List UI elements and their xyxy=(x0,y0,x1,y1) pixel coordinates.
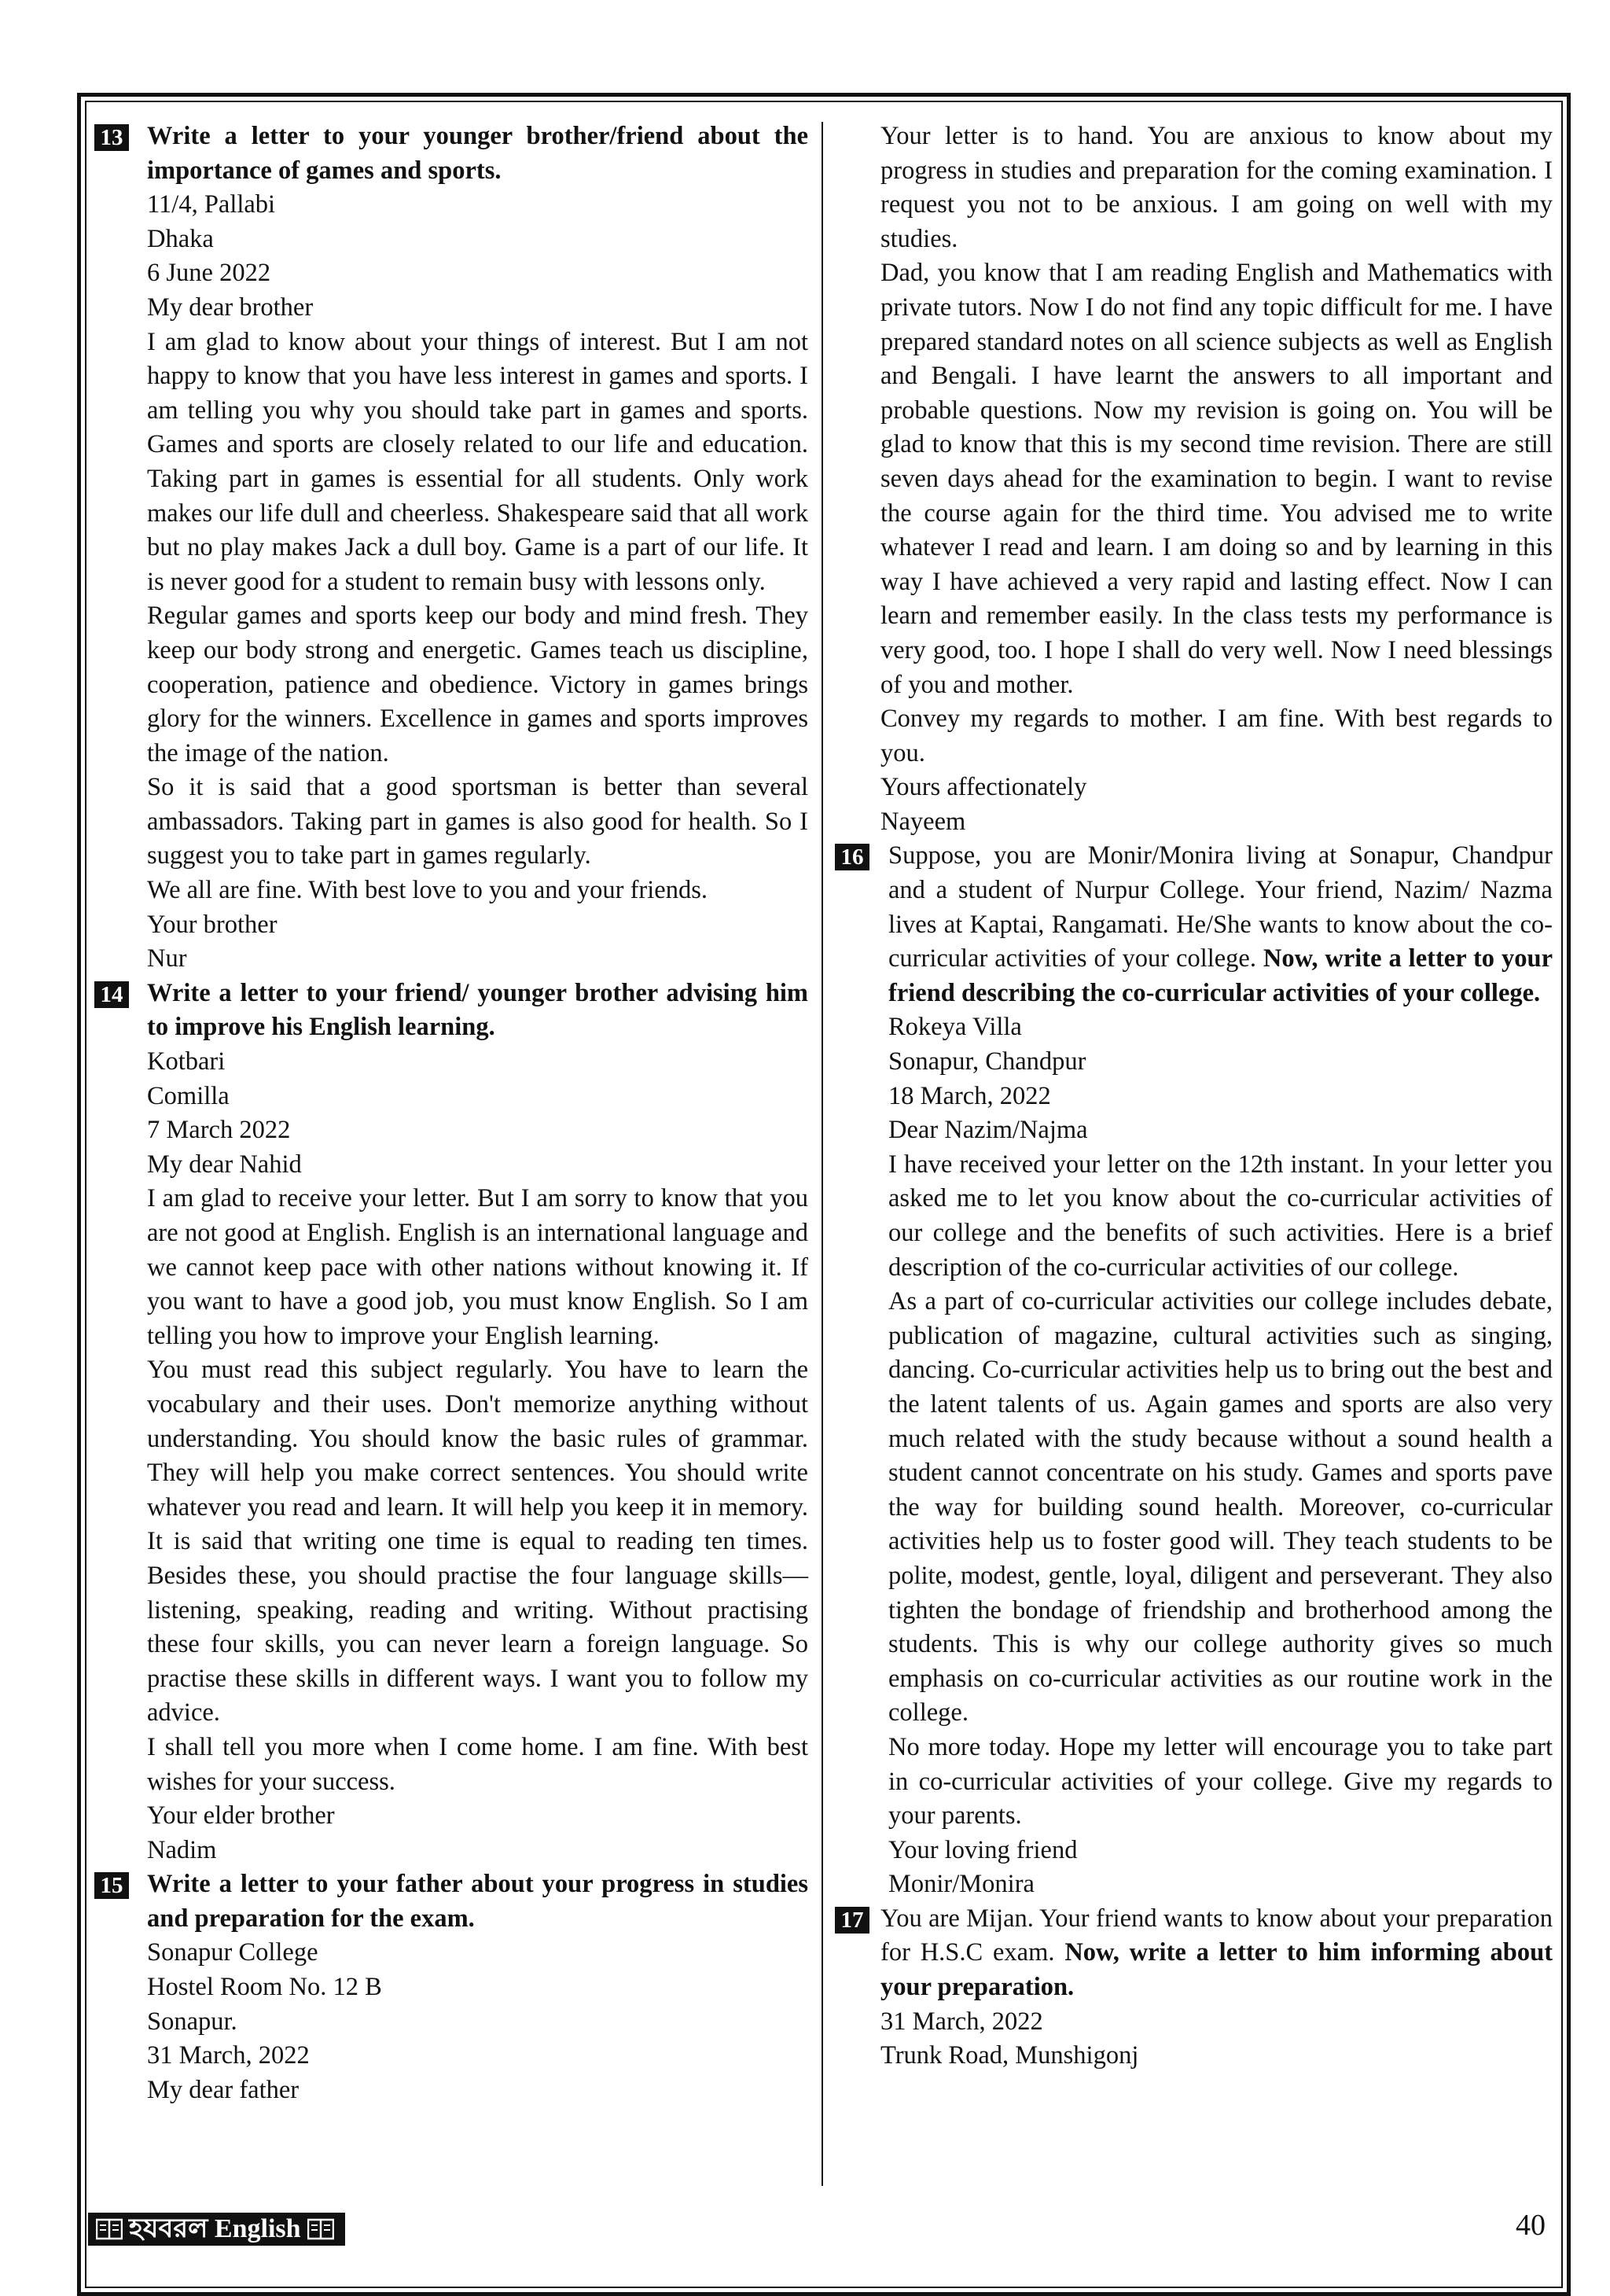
letter-paragraph: You must read this subject regularly. You have to learn the vocabulary and their uses. Don't memorize anything without understanding. You should know the basic rules of grammar. They will help you make correct sentences. You should write whatever you read and learn. It will help you keep it in memory. It is said that writing one time is equal to reading ten times. Besides these, you should practise the four language skills—listening, speaking, reading and writing. Without practising these four skills, you can never learn a foreign language. So practise these skills in different ways. I want you to follow my advice. xyxy=(147,1356,808,1728)
address-line: Kotbari xyxy=(147,1047,226,1076)
salutation: My dear father xyxy=(147,2075,300,2104)
letter-paragraph: I am glad to receive your letter. But I am sorry to know that you are not good at English. English is an international language and we cannot keep pace with other nations without knowing it. If you want to have a good job, you must know English. So I am telling you how to improve your English learning. xyxy=(147,1184,808,1350)
question-15-continued xyxy=(835,120,1553,839)
question-13 xyxy=(94,120,808,977)
letter-paragraph: As a part of co-curricular activities our college includes debate, publication of magazine, cultural activities such as singing, dancing. Co-curricular activities help us to bring out the best and the latent talents of us. Again games and sports are also very much related with the study because without a sound health a student cannot concentrate on his study. Games and sports pave the way for building sound health. Moreover, co-curricular activities help us to foster good will. They teach students to be polite, modest, gentle, loyal, diligent and perseverant. They also tighten the bondage of friendship and brotherhood among the students. This is why our college authority gives so much emphasis on co-curricular activities as our routine work in the college. xyxy=(888,1287,1553,1728)
salutation: My dear brother xyxy=(147,293,314,322)
question-heading: Write a letter to your friend/ younger brother advising him to improve his English learning. xyxy=(147,978,808,1042)
salutation: Dear Nazim/Najma xyxy=(888,1116,1088,1145)
letter-paragraph: Dad, you know that I am reading English and Mathematics with private tutors. Now I do not find any topic difficult for me. I have prepared standard notes on all science subjects as well as English and Bengali. I have learnt the answers to all important and probable questions. Now my revision is going on. You will be glad to know that this is my second time revision. There are still seven days ahead for the examination to begin. I want to revise the course again for the third time. You advised me to write whatever I read and learn. I am doing so and by learning in this way I have achieved a very rapid and lasting effect. Now I can learn and remember easily. In the class tests my performance is very good, too. I hope I shall do very well. Now I need blessings of you and mother. xyxy=(880,259,1553,699)
signature: Nayeem xyxy=(880,807,966,836)
letter-paragraph: I am glad to know about your things of interest. But I am not happy to know that you have less interest in games and sports. I am telling you why you should take part in games and sports. Games and sports are closely related to our life and education. Taking part in games is essential for all students. Only work makes our life dull and cheerless. Shakespeare said that all work but no play makes Jack a dull boy. Game is a part of our life. It is never good for a student to remain busy with lessons only. xyxy=(147,327,808,596)
question-heading: Write a letter to your father about your progress in studies and preparation for the exam. xyxy=(147,1870,808,1933)
address-line: Trunk Road, Munshigonj xyxy=(880,2041,1139,2070)
question-number: 13 xyxy=(94,124,129,151)
address-line: Sonapur, Chandpur xyxy=(888,1047,1086,1076)
address-line: Sonapur College xyxy=(147,1938,318,1967)
address-line: Comilla xyxy=(147,1081,230,1110)
page-number: 40 xyxy=(1516,2209,1546,2242)
letter-date: 18 March, 2022 xyxy=(888,1081,1051,1110)
letter-paragraph: I shall tell you more when I come home. I am fine. With best wishes for your success. xyxy=(147,1732,808,1796)
salutation: My dear Nahid xyxy=(147,1150,302,1179)
signature: Monir/Monira xyxy=(888,1870,1035,1899)
question-prompt-instruction: Now, write a letter to him informing about your preparation. xyxy=(880,1938,1553,2002)
address-line: Rokeya Villa xyxy=(888,1013,1022,1042)
letter-paragraph: Convey my regards to mother. I am fine. With best regards to you. xyxy=(880,705,1553,767)
footer-brand-badge xyxy=(88,2213,345,2246)
letter-date: 6 June 2022 xyxy=(147,259,271,288)
question-number: 16 xyxy=(835,844,869,870)
question-prompt xyxy=(888,839,1553,1010)
question-number: 14 xyxy=(94,981,129,1008)
letter-date: 31 March, 2022 xyxy=(147,2041,310,2070)
address-line: Hostel Room No. 12 B xyxy=(147,1973,382,2002)
letter-paragraph: So it is said that a good sportsman is better than several ambassadors. Taking part in games is also good for health. So I suggest you to take part in games regularly. xyxy=(147,773,808,870)
question-number: 15 xyxy=(94,1872,129,1899)
question-prompt xyxy=(880,1902,1553,2005)
question-number: 17 xyxy=(835,1907,869,1934)
closing-line: Yours affectionately xyxy=(880,773,1087,802)
question-prompt-instruction: Now, write a letter to your friend describing the co-curricular activities of your college. xyxy=(888,944,1553,1007)
question-prompt-text: Suppose, you are Monir/Monira living at Sonapur, Chandpur and a student of Nurpur College. Your friend, Nazim/ Nazma lives at Kaptai, Rangamati. He/She wants to know about the co-curricular activities of your college. xyxy=(888,841,1553,973)
letter-paragraph: No more today. Hope my letter will encourage you to take part in co-curricular activities of your college. Give my regards to your parents. xyxy=(888,1732,1553,1831)
address-line: 11/4, Pallabi xyxy=(147,190,276,219)
signature: Nadim xyxy=(147,1835,217,1864)
signature: Nur xyxy=(147,944,187,973)
book-icon xyxy=(96,2218,123,2240)
letter-paragraph: We all are fine. With best love to you and your friends. xyxy=(147,876,708,905)
address-line: Dhaka xyxy=(147,224,214,253)
closing-line: Your loving friend xyxy=(888,1835,1078,1864)
address-line: Sonapur. xyxy=(147,2007,237,2036)
question-14 xyxy=(94,977,808,1867)
right-column xyxy=(835,120,1553,2073)
book-icon xyxy=(307,2218,334,2240)
footer-brand-text: হযবরল English xyxy=(129,2214,301,2243)
question-17 xyxy=(835,1902,1553,2073)
letter-paragraph: Regular games and sports keep our body and mind fresh. They keep our body strong and energetic. Games teach us discipline, cooperation, patience and obedience. Victory in games brings glory for the winners. Excellence in games and sports improves the image of the nation. xyxy=(147,602,808,767)
column-divider xyxy=(822,122,823,2186)
question-16 xyxy=(835,839,1553,1901)
closing-line: Your elder brother xyxy=(147,1801,335,1831)
letter-paragraph: I have received your letter on the 12th instant. In your letter you asked me to let you know about the co-curricular activities of our college and the benefits of such activities. Here is a brief description of the co-curricular activities of our college. xyxy=(888,1150,1553,1282)
letter-date: 7 March 2022 xyxy=(147,1116,291,1145)
closing-line: Your brother xyxy=(147,910,278,939)
left-column xyxy=(94,120,808,2107)
letter-paragraph: Your letter is to hand. You are anxious to know about my progress in studies and preparation for the coming examination. I request you not to be anxious. I am going on well with my studies. xyxy=(880,122,1553,253)
question-heading: Write a letter to your younger brother/friend about the importance of games and sports. xyxy=(147,122,808,185)
letter-date: 31 March, 2022 xyxy=(880,2007,1043,2036)
question-prompt-text: You are Mijan. Your friend wants to know about your preparation for H.S.C exam. xyxy=(880,1904,1553,1967)
question-15 xyxy=(94,1867,808,2107)
